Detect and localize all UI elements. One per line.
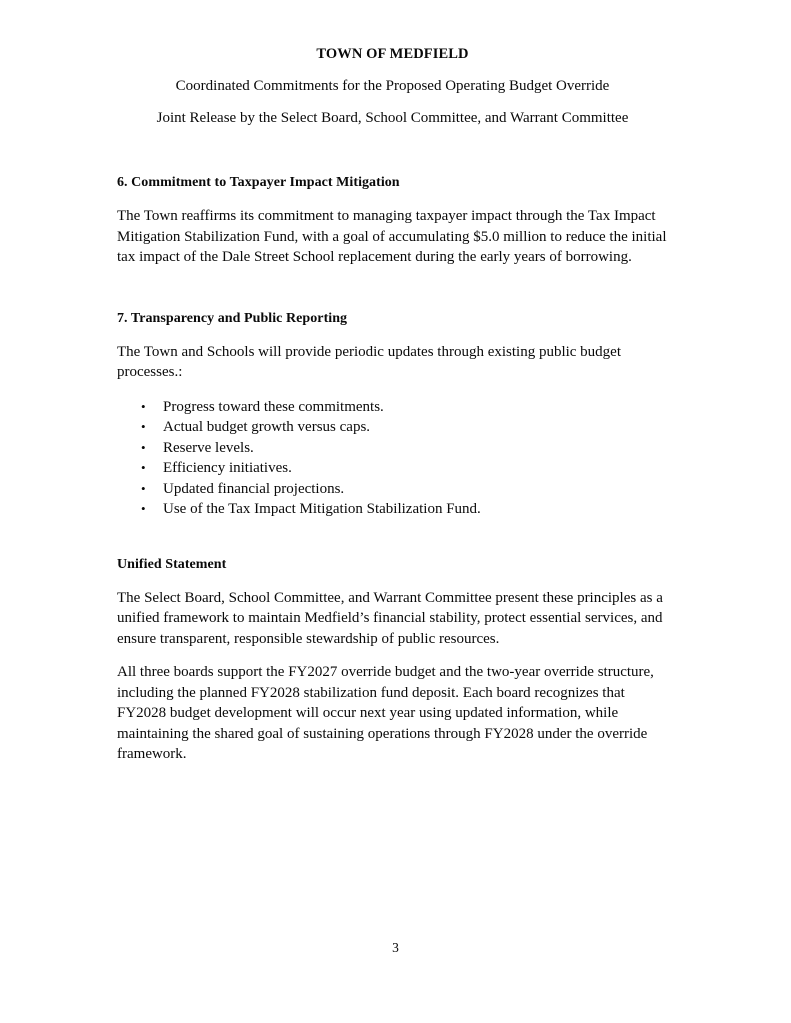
list-item [117,458,668,479]
section-spacer [117,268,668,310]
section-seven-paragraph: The Town and Schools will provide periodic updates through existing public budget processes.: [117,343,622,380]
list-item [117,417,668,438]
section-spacer [117,520,668,556]
list-item [117,479,668,500]
section-transparency-and-public-reporting [117,310,668,520]
list-item-label: Progress toward these commitments. [163,398,384,415]
unified-statement-heading: Unified Statement [117,556,227,572]
bullet-icon: • [141,398,146,414]
list-item [117,438,668,459]
bullet-icon: • [141,501,146,516]
list-item-label: Reserve levels. [163,439,254,456]
unified-statement-paragraph-one: The Select Board, School Committee, and Warrant Committee present these principles as a unified framework to maintain Medfield’s financial stability, protect essential services, and ensure transparent, responsible stewardship of public resources. [117,589,663,647]
list-item-label: Actual budget growth versus caps. [163,419,371,435]
document-subtitle-primary: Coordinated Commitments for the Proposed Operating Budget Override [175,78,610,94]
list-item [117,397,668,418]
document-title: TOWN OF MEDFIELD [316,46,469,62]
section-six-heading: 6. Commitment to Taxpayer Impact Mitigation [117,175,400,190]
reporting-bullet-list [117,397,668,520]
bullet-icon: • [141,460,146,475]
bullet-icon: • [141,480,146,496]
page-number: 3 [392,940,399,955]
section-six-paragraph: The Town reaffirms its commitment to managing taxpayer impact through the Tax Impact Mitigation Stabilization Fund, with a goal of accumulating $5.0 million to reduce the initial tax impact of the Dale Street School replacement during the early years of borrowing. [117,208,667,265]
list-item-label: Efficiency initiatives. [163,460,292,476]
section-unified-statement [117,556,668,765]
list-item [117,499,668,520]
document-subtitle-secondary: Joint Release by the Select Board, School Committee, and Warrant Committee [156,110,629,126]
bullet-icon: • [141,439,146,455]
document-header [117,44,668,128]
document-body [117,174,668,765]
list-item-label: Use of the Tax Impact Mitigation Stabilization Fund. [163,501,481,517]
section-commitment-to-taxpayer-impact-mitigation [117,174,668,268]
paragraph-spacer [117,649,668,662]
bullet-icon: • [141,419,146,434]
section-seven-heading: 7. Transparency and Public Reporting [117,310,348,326]
list-item-label: Updated financial projections. [163,480,345,497]
unified-statement-paragraph-two: All three boards support the FY2027 override budget and the two-year override structure, including the planned FY2028 stabilization fund deposit. Each board recognizes that FY2028 budget development will occur next year using updated information, while maintaining the shared goal of sustaining operations through FY2028 under the override framework. [117,664,654,762]
